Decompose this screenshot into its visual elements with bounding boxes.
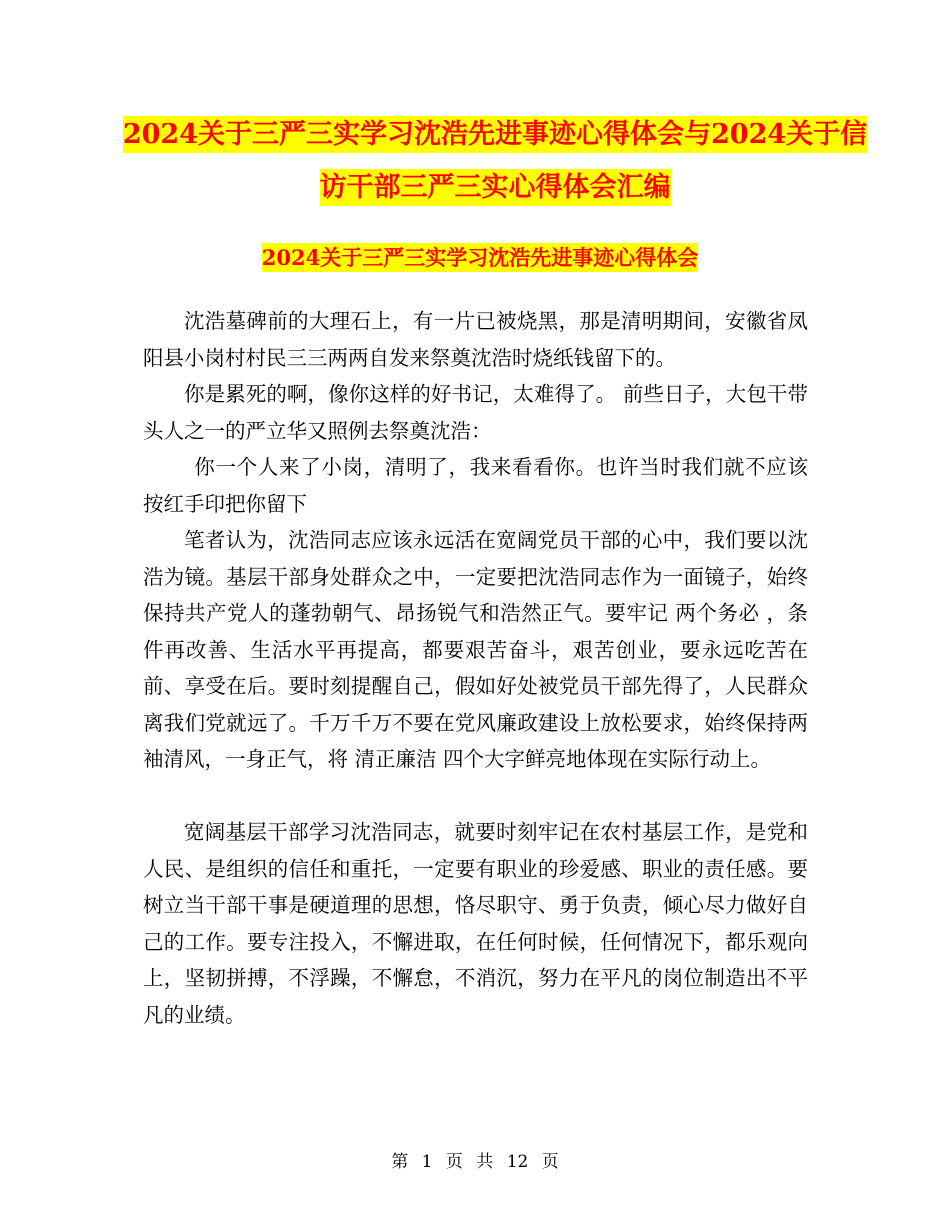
section-title-text: 2024关于三严三实学习沈浩先进事迹心得体会 [261, 245, 699, 270]
body-paragraph: 你一个人来了小岗，清明了，我来看看你。也许当时我们就不应该按红手印把你留下 [143, 455, 808, 516]
section-title [120, 243, 840, 273]
body-paragraph: 你是累死的啊，像你这样的好书记，太难得了。 前些日子，大包干带头人之一的严立华又照例去祭奠沈浩： [143, 382, 808, 443]
page-number-footer: 第 1 页 共 12 页 [391, 1152, 559, 1172]
body-paragraph: 宽阔基层干部学习沈浩同志，就要时刻牢记在农村基层工作，是党和人民、是组织的信任和重托，一定要有职业的珍爱感、职业的责任感。要树立当干部干事是硬道理的思想，恪尽职守、勇于负责，倾心尽力做好自己的工作。要专注投入，不懈进取，在任何时候，任何情况下，都乐观向上，坚韧拼搏，不浮躁，不懈怠，不消沉，努力在平凡的岗位制造出不平凡的业绩。 [143, 820, 808, 1027]
document-main-title [120, 108, 870, 214]
body-paragraph: 笔者认为，沈浩同志应该永远活在宽阔党员干部的心中，我们要以沈浩为镜。基层干部身处群众之中，一定要把沈浩同志作为一面镜子，始终保持共产党人的蓬勃朝气、昂扬锐气和浩然正气。要牢记 两个务必 ，条件再改善、生活水平再提高，都要艰苦奋斗，艰苦创业，要永远吃苦在前、享受在后。要时刻提醒自己，假如好处被党员干部先得了，人民群众离我们党就远了。千万千万不要在党风廉政建设上放松要求，始终保持两袖清风，一身正气，将 清正廉洁 四个大字鲜亮地体现在实际行动上。 [143, 528, 808, 771]
main-title-text: 2024关于三严三实学习沈浩先进事迹心得体会与2024关于信访干部三严三实心得体会汇编 [123, 116, 867, 206]
body-paragraph: 沈浩墓碑前的大理石上，有一片已被烧黑，那是清明期间，安徽省凤阳县小岗村村民三三两两自发来祭奠沈浩时烧纸钱留下的。 [143, 309, 808, 370]
